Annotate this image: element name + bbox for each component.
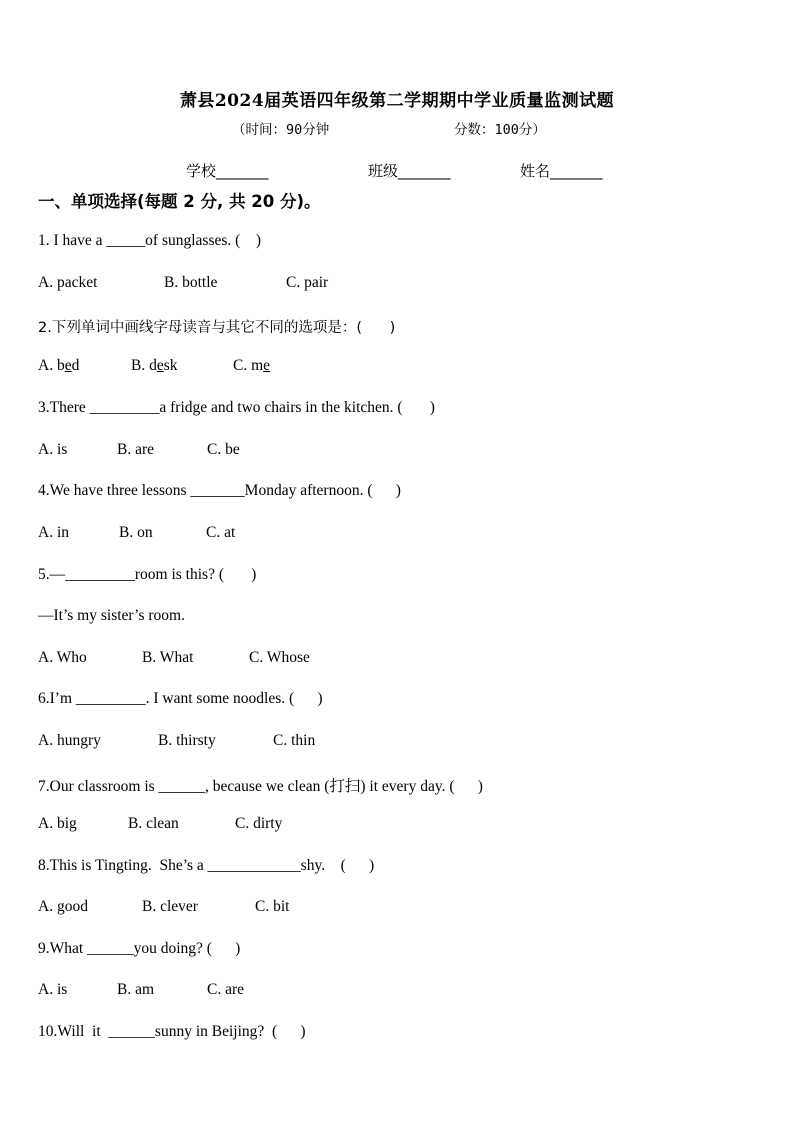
q7-option-c: C. dirty: [235, 815, 283, 832]
q4-option-b: B. on: [119, 524, 153, 541]
q8-option-a: A. good: [38, 898, 88, 915]
q2-a-suffix: d: [71, 357, 80, 374]
q2-c-underlined: e: [263, 357, 271, 374]
q9-option-b: B. am: [117, 981, 155, 998]
question-8: 8.This is Tingting. She’s a ____________shy. ( ): [38, 857, 375, 874]
question-1: 1. I have a _____of sunglasses. ( ): [38, 232, 261, 249]
exam-meta: [232, 118, 592, 138]
q5-option-c: C. Whose: [249, 649, 310, 666]
q8-option-c: C. bit: [255, 898, 290, 915]
q3-option-c: C. be: [207, 441, 240, 458]
question-2: 2.下列单词中画线字母读音与其它不同的选项是：( ): [38, 320, 396, 336]
question-4: 4.We have three lessons _______Monday afternoon. ( ): [38, 482, 401, 499]
name-field: 姓名_______: [520, 162, 603, 180]
q3-option-b: B. are: [117, 441, 155, 458]
question-6: 6.I’m _________. I want some noodles. ( ): [38, 690, 323, 707]
q7-option-b: B. clean: [128, 815, 179, 832]
q5-option-a: A. Who: [38, 649, 87, 666]
q2-option-a: [38, 357, 79, 375]
q4-option-a: A. in: [38, 524, 69, 541]
total-score: 分数：100分）: [454, 122, 546, 138]
q2-a-prefix: A. b: [38, 357, 65, 374]
q3-option-a: A. is: [38, 441, 68, 458]
q5-option-b: B. What: [142, 649, 194, 666]
question-5-answer-line: —It’s my sister’s room.: [38, 607, 185, 624]
q4-option-c: C. at: [206, 524, 236, 541]
q2-option-b: [131, 357, 178, 375]
q6-option-b: B. thirsty: [158, 732, 216, 749]
q2-b-prefix: B. d: [131, 357, 157, 374]
q8-option-b: B. clever: [142, 898, 198, 915]
q9-option-c: C. are: [207, 981, 245, 998]
q7-option-a: A. big: [38, 815, 77, 832]
q1-option-a: A. packet: [38, 274, 98, 291]
question-9: 9.What ______you doing? ( ): [38, 940, 241, 957]
class-field: 班级_______: [368, 162, 451, 180]
q6-option-c: C. thin: [273, 732, 316, 749]
q1-option-b: B. bottle: [164, 274, 218, 291]
time-limit: （时间：90分钟: [232, 122, 330, 138]
question-7: 7.Our classroom is ______, because we clean (打扫) it every day. ( ): [38, 778, 483, 795]
section-heading: 一、单项选择(每题 2 分, 共 20 分)。: [38, 192, 321, 211]
question-5: 5.—_________room is this? ( ): [38, 566, 257, 583]
page-title: 萧县2024届英语四年级第二学期期中学业质量监测试题: [179, 91, 615, 111]
question-3: 3.There _________a fridge and two chairs in the kitchen. ( ): [38, 399, 435, 416]
q2-option-c: [233, 357, 270, 375]
q1-option-c: C. pair: [286, 274, 329, 291]
q2-a-underlined: e: [64, 357, 72, 374]
q2-b-suffix: sk: [163, 357, 178, 374]
q9-option-a: A. is: [38, 981, 68, 998]
q2-c-prefix: C. m: [233, 357, 264, 374]
question-10: 10.Will it ______sunny in Beijing? ( ): [38, 1023, 306, 1040]
q6-option-a: A. hungry: [38, 732, 101, 749]
school-field: 学校_______: [186, 162, 269, 180]
q2-b-underlined: e: [156, 357, 164, 374]
